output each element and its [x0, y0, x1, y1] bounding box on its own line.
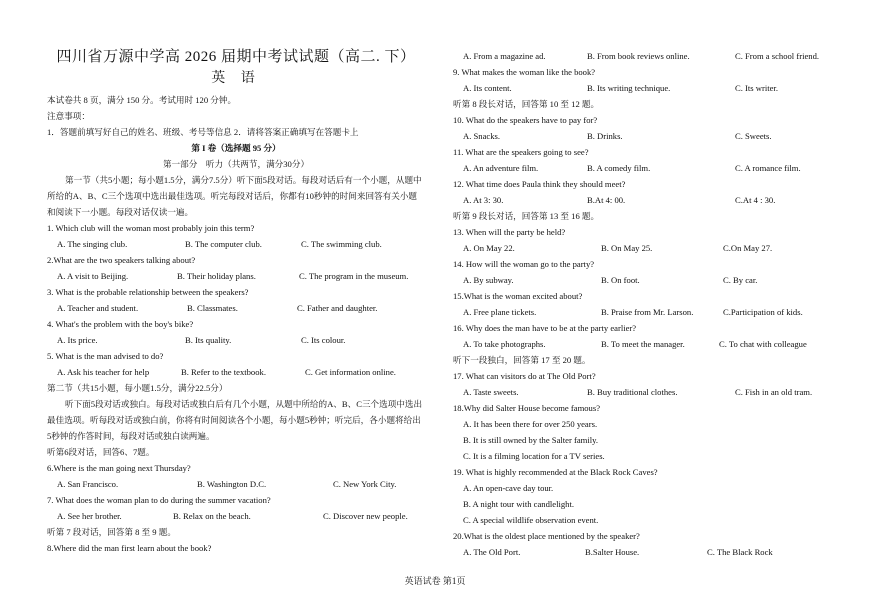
option: B. To meet the manager. [601, 339, 685, 349]
option: A. Teacher and student. [57, 303, 139, 313]
options-20 [453, 544, 823, 560]
dialog-note: 听第 7 段对话，回答第 8 至 9 题。 [47, 527, 176, 537]
option: A. By subway. [463, 275, 514, 285]
option: B. Its writing technique. [587, 83, 671, 93]
option: B. The computer club. [185, 239, 262, 249]
option: C. To chat with colleague [719, 339, 807, 349]
option: C. A special wildlife observation event. [463, 515, 599, 525]
option: C. The swimming club. [301, 239, 382, 249]
option: C. New York City. [333, 479, 397, 489]
question-6: 6.Where is the man going next Thursday? [47, 463, 191, 473]
volume-heading: 第 I 卷（选择题 95 分） [191, 143, 281, 153]
left-column [47, 0, 425, 556]
option: B. From book reviews online. [587, 51, 690, 61]
option: A. From a magazine ad. [463, 51, 546, 61]
option: B. A night tour with candlelight. [463, 499, 574, 509]
option: A. San Francisco. [57, 479, 119, 489]
option: B. Their holiday plans. [177, 271, 256, 281]
dialog-note: 听下一段独白，回答第 17 至 20 题。 [453, 355, 591, 365]
question-10: 10. What do the speakers have to pay for? [453, 115, 598, 125]
option: B. Washington D.C. [197, 479, 267, 489]
option: A. Ask his teacher for help [57, 367, 150, 377]
option: C. From a school friend. [735, 51, 820, 61]
option: C. Its writer. [735, 83, 778, 93]
question-18: 18.Why did Salter House become famous? [453, 403, 601, 413]
question-16: 16. Why does the man have to be at the party earlier? [453, 323, 637, 333]
question-5: 5. What is the man advised to do? [47, 351, 164, 361]
option: B. Relax on the beach. [173, 511, 251, 521]
question-19: 19. What is highly recommended at the Black Rock Caves? [453, 467, 658, 477]
option: A. An adventure film. [463, 163, 539, 173]
dialog-note: 听第 8 段长对话，回答第 10 至 12 题。 [453, 99, 600, 109]
option: A. See her brother. [57, 511, 122, 521]
question-1: 1. Which club will the woman most probably join this term? [47, 223, 255, 233]
question-4: 4. What's the problem with the boy's bike? [47, 319, 194, 329]
options-14 [453, 272, 823, 288]
options-12 [453, 192, 823, 208]
option: A. Snacks. [463, 131, 500, 141]
question-14: 14. How will the woman go to the party? [453, 259, 595, 269]
dialog-note: 听第 9 段长对话，回答第 13 至 16 题。 [453, 211, 600, 221]
option: A. At 3: 30. [463, 195, 504, 205]
option: A. Taste sweets. [463, 387, 519, 397]
option: B. On foot. [601, 275, 640, 285]
option: B. Refer to the textbook. [181, 367, 266, 377]
options-15 [453, 304, 823, 320]
option: B. On May 25. [601, 243, 653, 253]
option: A. Free plane tickets. [463, 307, 537, 317]
right-column [453, 48, 823, 560]
option: A. Its content. [463, 83, 512, 93]
options-6 [47, 476, 425, 492]
question-3: 3. What is the probable relationship between the speakers? [47, 287, 249, 297]
options-3 [47, 300, 425, 316]
options-1 [47, 236, 425, 252]
option: C. It is a filming location for a TV series. [463, 451, 605, 461]
question-15: 15.What is the woman excited about? [453, 291, 583, 301]
options-17 [453, 384, 823, 400]
option: B. It is still owned by the Salter family. [463, 435, 599, 445]
option: C.At 4 : 30. [735, 195, 776, 205]
question-17: 17. What can visitors do at The Old Port? [453, 371, 596, 381]
option: B. Praise from Mr. Larson. [601, 307, 694, 317]
question-9: 9. What makes the woman like the book? [453, 67, 596, 77]
section1-instruction: 第一节（共5小题；每小题1.5分，满分7.5分）听下面5段对话。每段对话后有一个小题，从题中所给的A、B、C三个选项中选出最佳选项。听完每段对话后，你都有10秒钟的时间来回答有关小题和阅读下一小题。每段对话仅读一遍。 [47, 175, 422, 217]
option: B.At 4: 00. [587, 195, 626, 205]
option: C. Its colour. [301, 335, 346, 345]
section2-instruction: 听下面5段对话或独白。每段对话或独白后有几个小题，从题中所给的A、B、C三个选项中选出最佳选项。听每段对话或独白前，你将有时间阅读各个小题，每小题5秒钟；听完后，各小题将给出5秒钟的作答时间，每段对话或独白读两遍。 [47, 399, 423, 441]
dialog-note: 听第6段对话，回答6、7题。 [47, 447, 155, 457]
option: B. A comedy film. [587, 163, 651, 173]
option: A. The Old Port. [463, 547, 521, 557]
question-12: 12. What time does Paula think they should meet? [453, 179, 626, 189]
section2-heading: 第二节（共15小题，每小题1.5分，满分22.5分） [47, 383, 228, 393]
option: B. Its quality. [185, 335, 232, 345]
option: A. Its price. [57, 335, 98, 345]
question-8: 8.Where did the man first learn about the book? [47, 543, 212, 553]
intro-line: 本试卷共 8 页，满分 150 分。考试用时 120 分钟。 [47, 95, 237, 105]
intro-line: 1．答题前填写好自己的姓名、班级、考号等信息 2．请将答案正确填写在答题卡上 [47, 127, 359, 137]
options-13 [453, 240, 823, 256]
option: A. It has been there for over 250 years. [463, 419, 598, 429]
part-heading: 第一部分 听力（共两节，满分30分） [162, 159, 310, 169]
options-2 [47, 268, 425, 284]
options-16 [453, 336, 823, 352]
option: C. Fish in an old tram. [735, 387, 813, 397]
options-11 [453, 160, 823, 176]
intro-line: 注意事项： [47, 111, 90, 121]
exam-title: 四川省万源中学高 2026 届期中考试试题（高二. 下） [56, 49, 416, 65]
option: C. A romance film. [735, 163, 801, 173]
options-8 [453, 48, 823, 64]
question-7: 7. What does the woman plan to do during the summer vacation? [47, 495, 271, 505]
option: A. An open-cave day tour. [463, 483, 554, 493]
option: B.Salter House. [585, 547, 640, 557]
option: B. Classmates. [187, 303, 238, 313]
option: C.Participation of kids. [723, 307, 803, 317]
option: C. The program in the museum. [299, 271, 409, 281]
option: B. Buy traditional clothes. [587, 387, 678, 397]
options-5 [47, 364, 425, 380]
question-11: 11. What are the speakers going to see? [453, 147, 589, 157]
option: C.On May 27. [723, 243, 773, 253]
option: A. The singing club. [57, 239, 128, 249]
question-20: 20.What is the oldest place mentioned by the speaker? [453, 531, 640, 541]
question-13: 13. When will the party be held? [453, 227, 566, 237]
exam-subject: 英 语 [211, 71, 261, 86]
options-9 [453, 80, 823, 96]
page-footer: 英语试卷 第1页 [404, 576, 466, 586]
options-4 [47, 332, 425, 348]
option: C. Sweets. [735, 131, 772, 141]
options-7 [47, 508, 425, 524]
option: C. By car. [723, 275, 758, 285]
option: B. Drinks. [587, 131, 623, 141]
option: C. Father and daughter. [297, 303, 378, 313]
options-10 [453, 128, 823, 144]
question-2: 2.What are the two speakers talking about? [47, 255, 196, 265]
option: C. Discover new people. [323, 511, 408, 521]
option: C. The Black Rock [707, 547, 773, 557]
option: A. On May 22. [463, 243, 515, 253]
option: C. Get information online. [305, 367, 396, 377]
option: A. To take photographs. [463, 339, 546, 349]
option: A. A visit to Beijing. [57, 271, 129, 281]
